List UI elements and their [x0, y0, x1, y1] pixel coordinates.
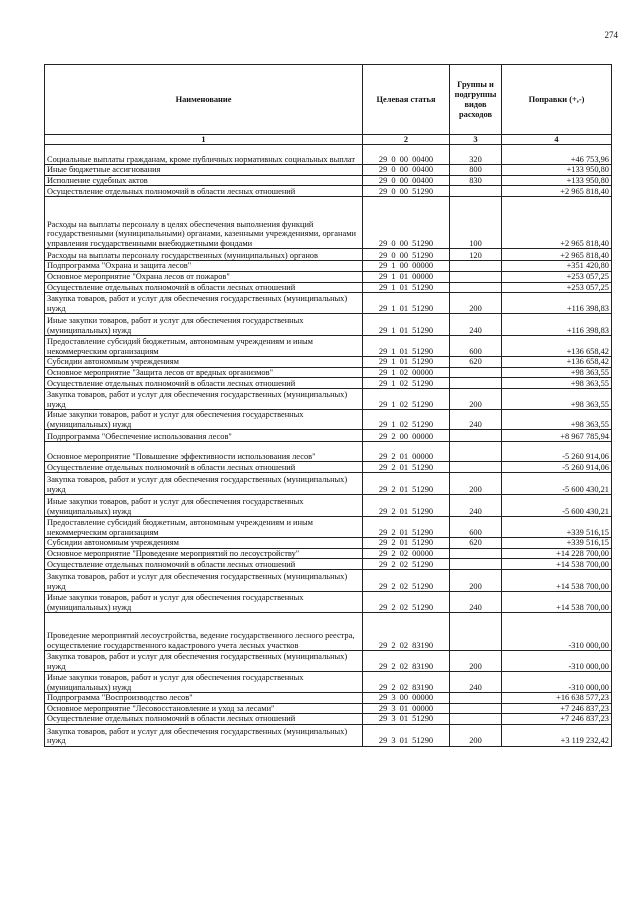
table-row [45, 367, 612, 378]
row-amendment: +98 363,55 [502, 367, 612, 378]
table-row [45, 613, 612, 651]
row-target-article: 29 2 02 83190 [363, 651, 450, 672]
row-name: Подпрограмма "Воспроизводство лесов" [45, 693, 363, 704]
table-row [45, 693, 612, 704]
table-row [45, 462, 612, 473]
row-expense-group [450, 271, 502, 282]
row-name: Расходы на выплаты персоналу государственных (муниципальных) органов [45, 249, 363, 261]
table-row [45, 714, 612, 725]
row-target-article: 29 1 01 51290 [363, 314, 450, 336]
row-target-article: 29 2 02 00000 [363, 548, 450, 559]
row-target-article: 29 0 00 51290 [363, 197, 450, 249]
row-name: Основное мероприятие "Повышение эффективности использования лесов" [45, 442, 363, 462]
row-amendment: -5 260 914,06 [502, 442, 612, 462]
table-row [45, 389, 612, 410]
row-expense-group [450, 548, 502, 559]
column-number: 4 [502, 135, 612, 145]
row-target-article: 29 1 02 51290 [363, 378, 450, 389]
row-amendment: +253 057,25 [502, 282, 612, 293]
row-amendment: +98 363,55 [502, 378, 612, 389]
row-name: Предоставление субсидий бюджетным, автономным учреждениям и иным некоммерческим организациям [45, 517, 363, 538]
row-target-article: 29 0 00 00400 [363, 175, 450, 186]
row-expense-group: 200 [450, 389, 502, 410]
row-target-article: 29 1 01 51290 [363, 336, 450, 357]
row-amendment: +16 638 577,23 [502, 693, 612, 704]
row-name: Субсидии автономным учреждениям [45, 538, 363, 549]
row-amendment: -310 000,00 [502, 613, 612, 651]
row-name: Закупка товаров, работ и услуг для обеспечения государственных (муниципальных) нужд [45, 389, 363, 410]
row-amendment: -5 600 430,21 [502, 495, 612, 517]
row-amendment: +253 057,25 [502, 271, 612, 282]
row-target-article: 29 1 01 51290 [363, 282, 450, 293]
row-expense-group [450, 693, 502, 704]
row-amendment: +339 516,15 [502, 538, 612, 549]
row-target-article: 29 3 01 00000 [363, 703, 450, 714]
row-name: Закупка товаров, работ и услуг для обеспечения государственных (муниципальных) нужд [45, 651, 363, 672]
table-row [45, 336, 612, 357]
row-expense-group [450, 367, 502, 378]
row-expense-group: 200 [450, 724, 502, 746]
row-amendment: +351 420,80 [502, 261, 612, 272]
row-amendment: -310 000,00 [502, 672, 612, 693]
row-name: Закупка товаров, работ и услуг для обеспечения государственных (муниципальных) нужд [45, 570, 363, 592]
table-row [45, 271, 612, 282]
row-expense-group: 200 [450, 473, 502, 495]
table-row [45, 410, 612, 430]
row-name: Закупка товаров, работ и услуг для обеспечения государственных (муниципальных) нужд [45, 293, 363, 314]
row-name: Осуществление отдельных полномочий в области лесных отношений [45, 559, 363, 570]
row-amendment: +14 538 700,00 [502, 559, 612, 570]
row-target-article: 29 2 02 83190 [363, 672, 450, 693]
header-amendments: Поправки (+,-) [502, 65, 612, 135]
row-name: Подпрограмма "Охрана и защита лесов" [45, 261, 363, 272]
row-name: Закупка товаров, работ и услуг для обеспечения государственных (муниципальных) нужд [45, 724, 363, 746]
table-row [45, 293, 612, 314]
table-row [45, 559, 612, 570]
row-expense-group: 240 [450, 495, 502, 517]
table-header-row [45, 65, 612, 135]
row-target-article: 29 0 00 00400 [363, 165, 450, 176]
row-name: Основное мероприятие "Охрана лесов от пожаров" [45, 271, 363, 282]
table-row [45, 197, 612, 249]
row-amendment: -5 600 430,21 [502, 473, 612, 495]
row-target-article: 29 3 00 00000 [363, 693, 450, 704]
row-expense-group: 620 [450, 357, 502, 368]
row-expense-group [450, 462, 502, 473]
row-target-article: 29 2 02 51290 [363, 592, 450, 613]
table-row [45, 473, 612, 495]
row-amendment: +136 658,42 [502, 336, 612, 357]
header-expense-groups: Группы и подгруппы видов расходов [450, 65, 502, 135]
row-name: Осуществление отдельных полномочий в области лесных отношений [45, 186, 363, 197]
row-name: Иные закупки товаров, работ и услуг для обеспечения государственных (муниципальных) нужд [45, 314, 363, 336]
row-name: Исполнение судебных актов [45, 175, 363, 186]
row-expense-group: 240 [450, 410, 502, 430]
row-name: Осуществление отдельных полномочий в области лесных отношений [45, 282, 363, 293]
row-amendment: +136 658,42 [502, 357, 612, 368]
row-target-article: 29 2 01 51290 [363, 495, 450, 517]
row-name: Осуществление отдельных полномочий в области лесных отношений [45, 378, 363, 389]
page-number: 274 [604, 30, 618, 40]
row-name: Социальные выплаты гражданам, кроме публичных нормативных социальных выплат [45, 145, 363, 165]
row-amendment: +14 538 700,00 [502, 570, 612, 592]
row-target-article: 29 0 00 51290 [363, 186, 450, 197]
row-amendment: +3 119 232,42 [502, 724, 612, 746]
row-name: Проведение мероприятий лесоустройства, ведение государственного лесного реестра, осуществление государственного кадастрового учета лесных участков [45, 613, 363, 651]
table-row [45, 548, 612, 559]
row-name: Осуществление отдельных полномочий в области лесных отношений [45, 462, 363, 473]
row-target-article: 29 1 00 00000 [363, 261, 450, 272]
row-name: Иные бюджетные ассигнования [45, 165, 363, 176]
row-name: Основное мероприятие "Защита лесов от вредных организмов" [45, 367, 363, 378]
row-amendment: -310 000,00 [502, 651, 612, 672]
row-target-article: 29 2 01 51290 [363, 517, 450, 538]
table-row [45, 357, 612, 368]
row-amendment: +8 967 785,94 [502, 430, 612, 442]
table-row [45, 724, 612, 746]
row-expense-group: 200 [450, 651, 502, 672]
row-name: Субсидии автономным учреждениям [45, 357, 363, 368]
row-name: Основное мероприятие "Проведение мероприятий по лесоустройству" [45, 548, 363, 559]
row-target-article: 29 2 00 00000 [363, 430, 450, 442]
row-expense-group: 200 [450, 570, 502, 592]
row-target-article: 29 1 02 51290 [363, 389, 450, 410]
table-row [45, 517, 612, 538]
table-row [45, 672, 612, 693]
table-row [45, 430, 612, 442]
column-numbers-row [45, 135, 612, 145]
row-expense-group: 600 [450, 336, 502, 357]
row-amendment: +339 516,15 [502, 517, 612, 538]
row-target-article: 29 2 01 51290 [363, 538, 450, 549]
row-target-article: 29 2 02 51290 [363, 570, 450, 592]
budget-amendments-table [44, 64, 612, 747]
row-name: Подпрограмма "Обеспечение использования лесов" [45, 430, 363, 442]
table-row [45, 282, 612, 293]
table-row [45, 442, 612, 462]
row-amendment: +98 363,55 [502, 389, 612, 410]
row-target-article: 29 2 01 51290 [363, 473, 450, 495]
row-target-article: 29 1 02 00000 [363, 367, 450, 378]
row-target-article: 29 1 02 51290 [363, 410, 450, 430]
row-target-article: 29 1 01 51290 [363, 293, 450, 314]
row-expense-group: 240 [450, 592, 502, 613]
row-target-article: 29 0 00 51290 [363, 249, 450, 261]
row-amendment: +2 965 818,40 [502, 186, 612, 197]
table-row [45, 145, 612, 165]
row-target-article: 29 2 01 00000 [363, 442, 450, 462]
row-expense-group [450, 703, 502, 714]
row-expense-group: 120 [450, 249, 502, 261]
row-expense-group [450, 261, 502, 272]
row-target-article: 29 3 01 51290 [363, 724, 450, 746]
row-amendment: +7 246 837,23 [502, 703, 612, 714]
row-target-article: 29 0 00 00400 [363, 145, 450, 165]
row-expense-group: 830 [450, 175, 502, 186]
row-expense-group: 320 [450, 145, 502, 165]
row-expense-group [450, 613, 502, 651]
row-target-article: 29 1 01 00000 [363, 271, 450, 282]
row-expense-group [450, 282, 502, 293]
row-name: Предоставление субсидий бюджетным, автономным учреждениям и иным некоммерческим организациям [45, 336, 363, 357]
row-target-article: 29 1 01 51290 [363, 357, 450, 368]
table-row [45, 570, 612, 592]
row-amendment: +98 363,55 [502, 410, 612, 430]
row-name: Расходы на выплаты персоналу в целях обеспечения выполнения функций государственными (муниципальными) органами, казенными учреждениями, органами управления государственными внебюджетными фондами [45, 197, 363, 249]
column-number: 2 [363, 135, 450, 145]
header-target-article: Целевая статья [363, 65, 450, 135]
row-target-article: 29 2 01 51290 [363, 462, 450, 473]
row-name: Иные закупки товаров, работ и услуг для обеспечения государственных (муниципальных) нужд [45, 495, 363, 517]
table-row [45, 538, 612, 549]
row-amendment: +116 398,83 [502, 293, 612, 314]
table-row [45, 249, 612, 261]
row-amendment: +2 965 818,40 [502, 249, 612, 261]
row-expense-group: 800 [450, 165, 502, 176]
row-amendment: +7 246 837,23 [502, 714, 612, 725]
row-expense-group [450, 378, 502, 389]
row-expense-group: 620 [450, 538, 502, 549]
row-expense-group: 200 [450, 293, 502, 314]
row-expense-group: 100 [450, 197, 502, 249]
row-target-article: 29 2 02 83190 [363, 613, 450, 651]
table-row [45, 186, 612, 197]
row-target-article: 29 2 02 51290 [363, 559, 450, 570]
row-expense-group [450, 430, 502, 442]
row-amendment: +14 228 700,00 [502, 548, 612, 559]
table-row [45, 261, 612, 272]
column-number: 3 [450, 135, 502, 145]
row-amendment: +133 950,80 [502, 175, 612, 186]
row-amendment: +116 398,83 [502, 314, 612, 336]
row-expense-group: 240 [450, 672, 502, 693]
table-row [45, 378, 612, 389]
table-row [45, 592, 612, 613]
row-name: Основное мероприятие "Лесовосстановление и уход за лесами" [45, 703, 363, 714]
table-row [45, 703, 612, 714]
row-amendment: -5 260 914,06 [502, 462, 612, 473]
row-target-article: 29 3 01 51290 [363, 714, 450, 725]
row-amendment: +14 538 700,00 [502, 592, 612, 613]
row-name: Иные закупки товаров, работ и услуг для обеспечения государственных (муниципальных) нужд [45, 592, 363, 613]
table-row [45, 165, 612, 176]
table-row [45, 651, 612, 672]
table-row [45, 175, 612, 186]
row-expense-group [450, 186, 502, 197]
row-expense-group: 240 [450, 314, 502, 336]
row-name: Закупка товаров, работ и услуг для обеспечения государственных (муниципальных) нужд [45, 473, 363, 495]
row-amendment: +133 950,80 [502, 165, 612, 176]
row-expense-group: 600 [450, 517, 502, 538]
row-expense-group [450, 442, 502, 462]
row-expense-group [450, 714, 502, 725]
table-row [45, 314, 612, 336]
table-row [45, 495, 612, 517]
row-name: Иные закупки товаров, работ и услуг для обеспечения государственных (муниципальных) нужд [45, 410, 363, 430]
row-name: Осуществление отдельных полномочий в области лесных отношений [45, 714, 363, 725]
row-amendment: +46 753,96 [502, 145, 612, 165]
header-name: Наименование [45, 65, 363, 135]
row-name: Иные закупки товаров, работ и услуг для обеспечения государственных (муниципальных) нужд [45, 672, 363, 693]
row-amendment: +2 965 818,40 [502, 197, 612, 249]
row-expense-group [450, 559, 502, 570]
column-number: 1 [45, 135, 363, 145]
